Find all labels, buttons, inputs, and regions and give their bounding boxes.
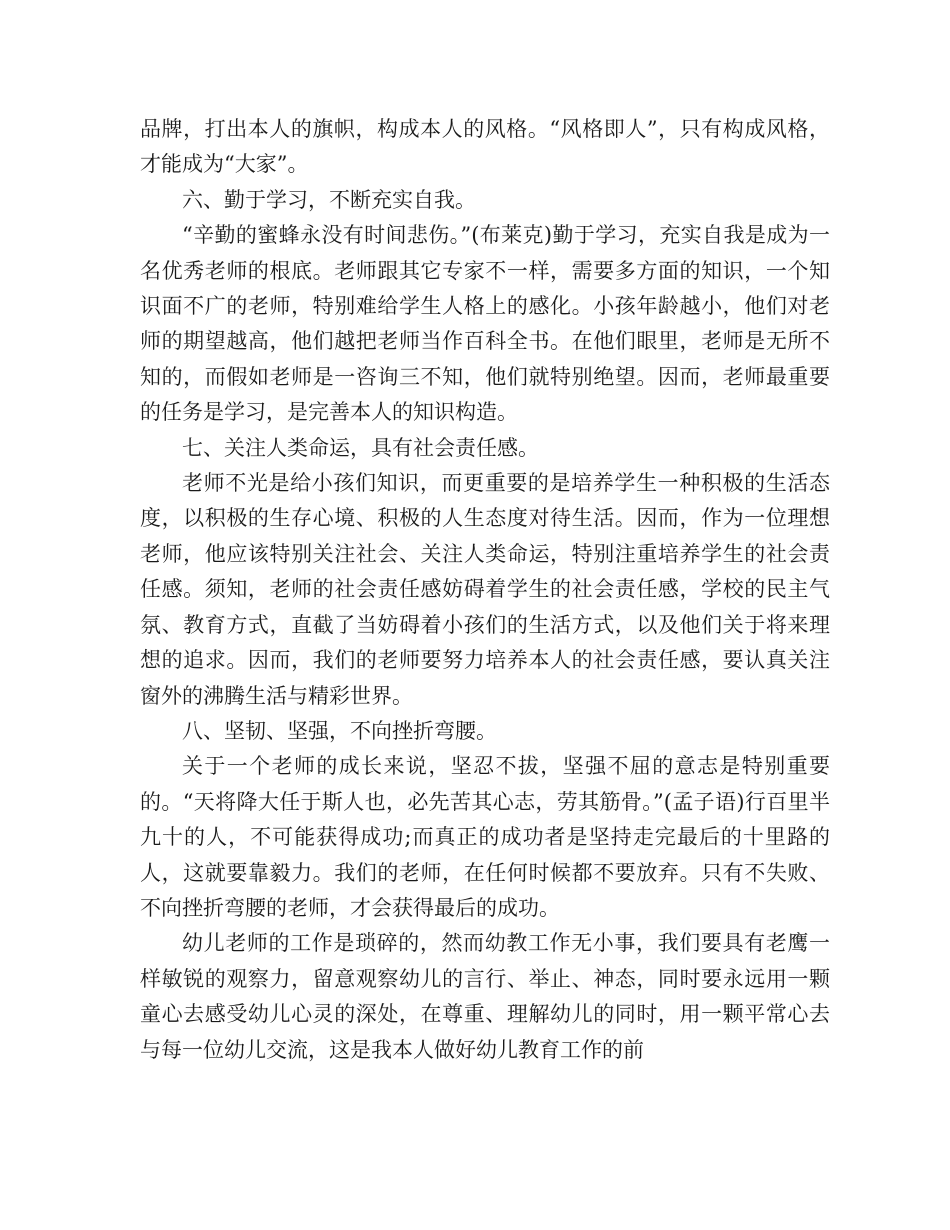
section-heading-8: 八、坚韧、坚强，不向挫折弯腰。 xyxy=(182,718,497,743)
paragraph-kindergarten-teacher: 幼儿老师的工作是琐碎的，然而幼教工作无小事，我们要具有老鹰一样敏锐的观察力，留意观察幼儿的言行、举止、神态，同时要永远用一颗童心去感受幼儿心灵的深处，在尊重、理解幼儿的同时，用一颗平常心去与每一位幼儿交流，这是我本人做好幼儿教育工作的前 xyxy=(140,931,830,1062)
paragraph-learning: “辛勤的蜜蜂永没有时间悲伤。”(布莱克)勤于学习，充实自我是成为一名优秀老师的根底。老师跟其它专家不一样，需要多方面的知识，一个知识面不广的老师，特别难给学生人格上的感化。小孩年龄越小，他们对老师的期望越高，他们越把老师当作百科全书。在他们眼里，老师是无所不知的，而假如老师是一咨询三不知，他们就特别绝望。因而，老师最重要的任务是学习，是完善本人的知识构造。 xyxy=(140,223,830,425)
paragraph-continued: 品牌，打出本人的旗帜，构成本人的风格。“风格即人”，只有构成风格，才能成为“大家”。 xyxy=(140,117,830,177)
section-heading-7: 七、关注人类命运，具有社会责任感。 xyxy=(182,435,539,460)
paragraph-perseverance: 关于一个老师的成长来说，坚忍不拔，坚强不屈的意志是特别重要的。“天将降大任于斯人也，必先苦其心志，劳其筋骨。”(孟子语)行百里半九十的人，不可能获得成功;而真正的成功者是坚持走完最后的十里路的人，这就要靠毅力。我们的老师，在任何时候都不要放弃。只有不失败、不向挫折弯腰的老师，才会获得最后的成功。 xyxy=(140,754,830,920)
section-heading-6: 六、勤于学习，不断充实自我。 xyxy=(182,187,476,212)
paragraph-social-responsibility: 老师不光是给小孩们知识，而更重要的是培养学生一种积极的生活态度，以积极的生存心境、积极的人生态度对待生活。因而，作为一位理想老师，他应该特别关注社会、关注人类命运，特别注重培养学生的社会责任感。须知，老师的社会责任感妨碍着学生的社会责任感，学校的民主气氛、教育方式，直截了当妨碍着小孩们的生活方式，以及他们关于将来理想的追求。因而，我们的老师要努力培养本人的社会责任感，要认真关注窗外的沸腾生活与精彩世界。 xyxy=(140,471,830,708)
document-page xyxy=(140,112,830,1068)
